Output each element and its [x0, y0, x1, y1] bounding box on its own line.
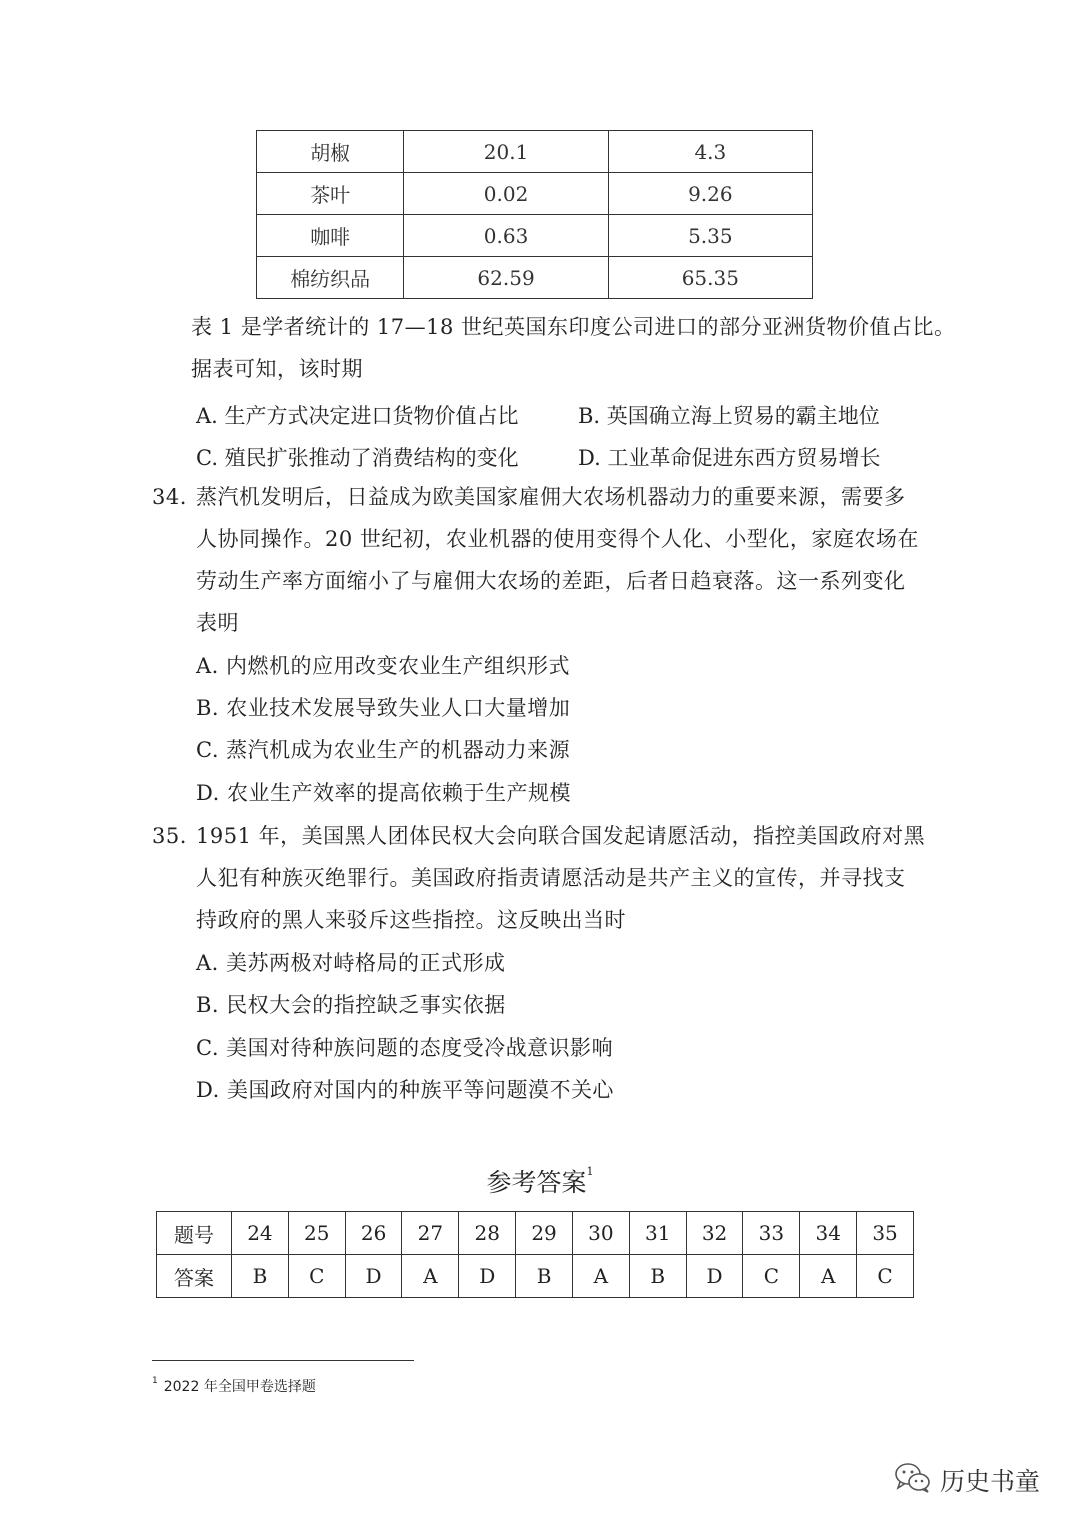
q33-option-a: A. 生产方式决定进口货物价值占比	[196, 404, 519, 428]
q34-stem-line: 人协同操作。20 世纪初，农业机器的使用变得个人化、小型化，家庭农场在	[196, 527, 919, 551]
q33-stem-line: 表 1 是学者统计的 17—18 世纪英国东印度公司进口的部分亚洲货物价值占比。	[191, 315, 956, 339]
answer-letter: B	[629, 1255, 686, 1298]
goods-value-1: 0.02	[404, 173, 608, 215]
q35-option-b: B. 民权大会的指控缺乏事实依据	[196, 993, 506, 1017]
q35-option-a: A. 美苏两极对峙格局的正式形成	[196, 951, 506, 975]
goods-name: 咖啡	[257, 215, 404, 257]
footnote	[152, 1376, 316, 1396]
answer-letter: C	[743, 1255, 800, 1298]
q35-stem-line: 人犯有种族灭绝罪行。美国政府指责请愿活动是共产主义的宣传，并寻找支	[196, 866, 906, 890]
question-number: 32	[686, 1212, 743, 1255]
footnote-divider	[152, 1360, 414, 1361]
answer-key-row	[157, 1255, 914, 1298]
goods-value-1: 20.1	[404, 131, 608, 173]
question-number: 28	[459, 1212, 516, 1255]
q33-stem-line: 据表可知，该时期	[191, 357, 363, 381]
answer-letter: D	[459, 1255, 516, 1298]
answer-key-table	[156, 1211, 914, 1298]
goods-value-2: 9.26	[608, 173, 812, 215]
goods-name: 棉纺织品	[257, 257, 404, 299]
q34-option-d: D. 农业生产效率的提高依赖于生产规模	[196, 781, 571, 805]
footnote-ref: 1	[586, 1165, 594, 1178]
goods-value-1: 62.59	[404, 257, 608, 299]
wechat-icon	[894, 1462, 932, 1498]
q35-stem-line: 持政府的黑人来驳斥这些指控。这反映出当时	[196, 908, 626, 932]
answer-letter: D	[345, 1255, 402, 1298]
answer-letter: C	[288, 1255, 345, 1298]
table-row	[257, 257, 813, 299]
q35-stem-line: 1951 年，美国黑人团体民权大会向联合国发起请愿活动，指控美国政府对黑	[196, 824, 926, 848]
goods-value-2: 4.3	[608, 131, 812, 173]
goods-value-table	[256, 130, 813, 299]
question-number: 24	[232, 1212, 289, 1255]
goods-value-2: 65.35	[608, 257, 812, 299]
table-row	[257, 173, 813, 215]
footnote-text: 2022 年全国甲卷选择题	[163, 1379, 316, 1395]
watermark	[894, 1462, 1040, 1498]
goods-value-1: 0.63	[404, 215, 608, 257]
answer-key-title-text: 参考答案	[486, 1168, 587, 1197]
question-number: 31	[629, 1212, 686, 1255]
answer-letter: A	[800, 1255, 857, 1298]
q34-stem-line: 表明	[196, 611, 239, 635]
q35-option-d: D. 美国政府对国内的种族平等问题漠不关心	[196, 1078, 614, 1102]
question-number: 34	[800, 1212, 857, 1255]
question-number: 26	[345, 1212, 402, 1255]
question-number: 27	[402, 1212, 459, 1255]
q35-number: 35.	[152, 824, 187, 848]
q34-stem-line: 蒸汽机发明后，日益成为欧美国家雇佣大农场机器动力的重要来源，需要多	[196, 485, 906, 509]
footnote-marker: 1	[152, 1376, 158, 1386]
table-row	[257, 215, 813, 257]
answer-letter: A	[402, 1255, 459, 1298]
question-number: 30	[572, 1212, 629, 1255]
watermark-text: 历史书童	[940, 1467, 1041, 1496]
answer-letter: B	[516, 1255, 573, 1298]
q33-option-d: D. 工业革命促进东西方贸易增长	[578, 446, 881, 470]
answer-key-title	[0, 1163, 1080, 1199]
q33-option-c: C. 殖民扩张推动了消费结构的变化	[196, 446, 519, 470]
question-number: 29	[516, 1212, 573, 1255]
question-number: 35	[857, 1212, 914, 1255]
goods-name: 胡椒	[257, 131, 404, 173]
question-number: 25	[288, 1212, 345, 1255]
q34-option-b: B. 农业技术发展导致失业人口大量增加	[196, 696, 571, 720]
answer-letter: C	[857, 1255, 914, 1298]
q34-stem-line: 劳动生产率方面缩小了与雇佣大农场的差距，后者日趋衰落。这一系列变化	[196, 569, 906, 593]
q34-number: 34.	[152, 485, 187, 509]
answer-letter: A	[572, 1255, 629, 1298]
row-label: 题号	[157, 1212, 232, 1255]
q35-option-c: C. 美国对待种族问题的态度受冷战意识影响	[196, 1036, 614, 1060]
table-row	[257, 131, 813, 173]
row-label: 答案	[157, 1255, 232, 1298]
answer-letter: D	[686, 1255, 743, 1298]
q33-option-b: B. 英国确立海上贸易的霸主地位	[578, 404, 880, 428]
q34-option-a: A. 内燃机的应用改变农业生产组织形式	[196, 654, 571, 678]
goods-value-2: 5.35	[608, 215, 812, 257]
answer-letter: B	[232, 1255, 289, 1298]
q34-option-c: C. 蒸汽机成为农业生产的机器动力来源	[196, 738, 571, 762]
question-number: 33	[743, 1212, 800, 1255]
goods-name: 茶叶	[257, 173, 404, 215]
answer-number-row	[157, 1212, 914, 1255]
